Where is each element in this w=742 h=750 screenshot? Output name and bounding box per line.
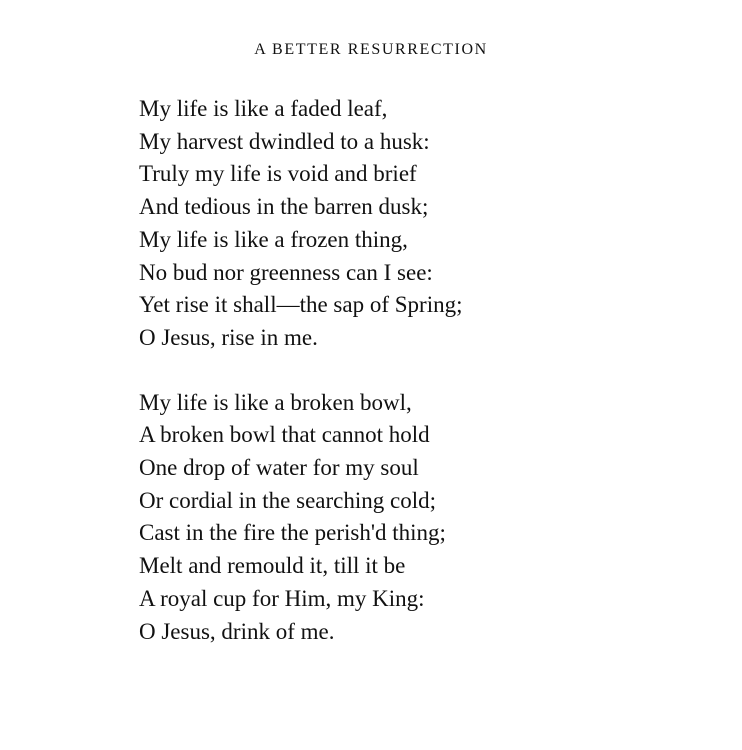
- poem-line: Truly my life is void and brief: [139, 161, 417, 187]
- poem-line: No bud nor greenness can I see:: [139, 259, 433, 285]
- poem-line: My harvest dwindled to a husk:: [139, 128, 430, 154]
- poem-line: O Jesus, rise in me.: [139, 324, 318, 350]
- poem-line: And tedious in the barren dusk;: [139, 194, 429, 220]
- poem-title: A BETTER RESURRECTION: [254, 41, 488, 58]
- poem-line: One drop of water for my soul: [139, 455, 419, 481]
- poem-line: Melt and remould it, till it be: [139, 553, 406, 579]
- poem-line: A broken bowl that cannot hold: [139, 422, 430, 448]
- poem-line: A royal cup for Him, my King:: [139, 585, 425, 611]
- poem-line: Or cordial in the searching cold;: [139, 487, 436, 513]
- poem-line: My life is like a frozen thing,: [139, 226, 408, 252]
- poem-line: My life is like a faded leaf,: [139, 96, 388, 121]
- poem-line: My life is like a broken bowl,: [139, 389, 412, 415]
- poem-line: Yet rise it shall—the sap of Spring;: [139, 292, 463, 318]
- poem-line: O Jesus, drink of me.: [139, 618, 335, 644]
- stanza-1: [139, 93, 699, 355]
- poem-body: [139, 93, 699, 648]
- poem-line: Cast in the fire the perish'd thing;: [139, 520, 446, 546]
- stanza-2: [139, 387, 699, 649]
